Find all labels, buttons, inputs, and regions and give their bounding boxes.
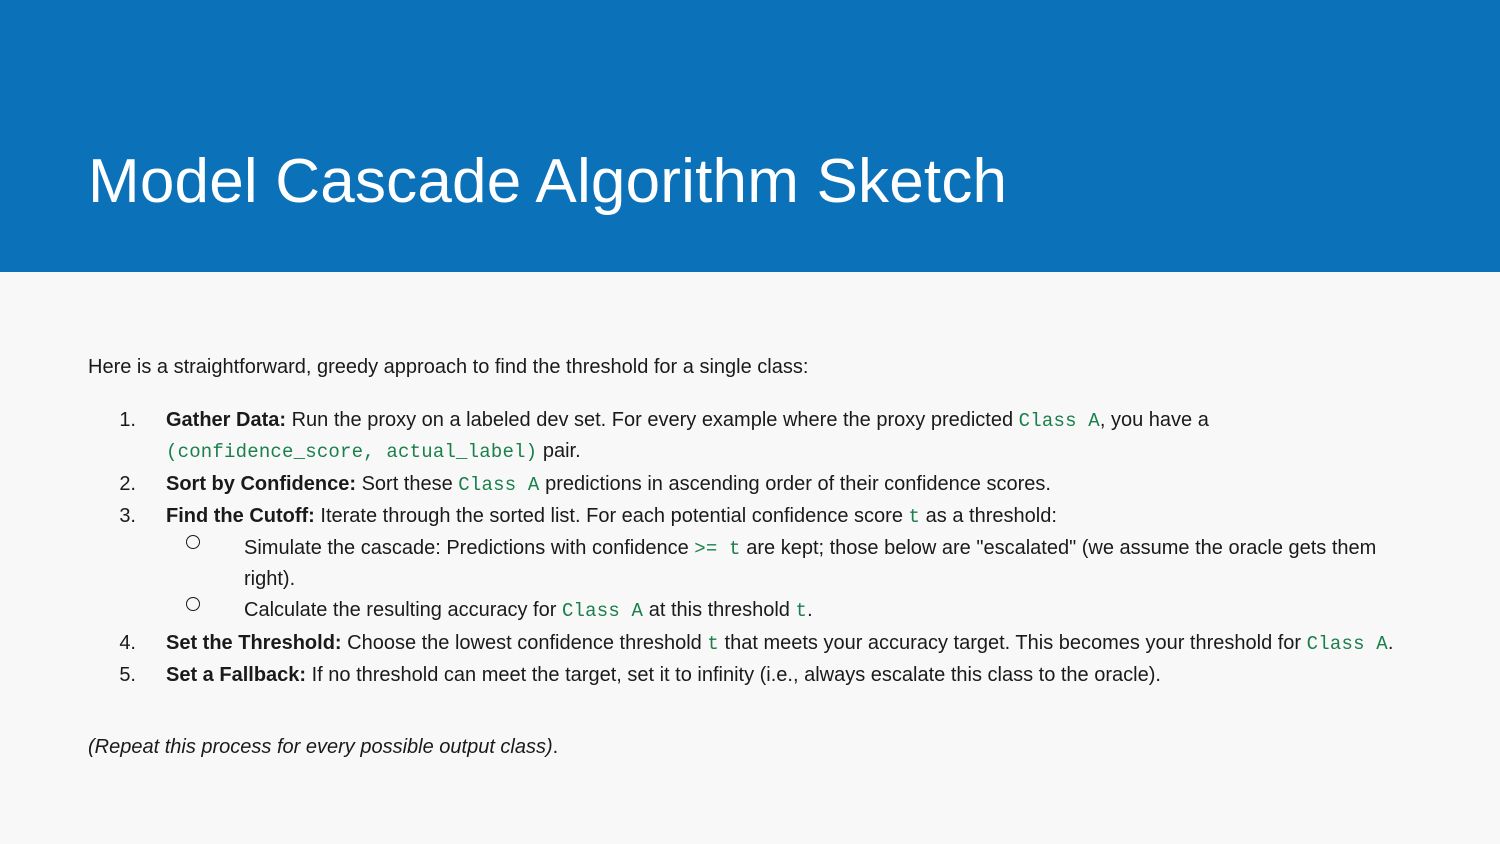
list-item [88, 501, 1398, 626]
steps-list [88, 405, 1398, 692]
step-text: pair. [537, 440, 581, 463]
step-label: Find the Cutoff: [166, 505, 315, 528]
step-text: Run the proxy on a labeled dev set. For every example where the proxy predicted [286, 409, 1019, 431]
inline-code: t [707, 632, 719, 655]
substep-text: at this threshold [643, 599, 796, 622]
substep-text: . [807, 599, 813, 622]
intro-paragraph: Here is a straightforward, greedy approach to find the threshold for a single class: [88, 356, 809, 378]
substep-text: Calculate the resulting accuracy for [244, 599, 562, 622]
list-item [88, 469, 1398, 500]
step-text: If no threshold can meet the target, set it to infinity (i.e., always escalate this class to the oracle). [306, 664, 1161, 687]
list-item [88, 405, 1398, 468]
substep-text: are kept; those below are "escalated" (we assume the oracle gets them right). [244, 536, 1377, 591]
step-text: Iterate through the sorted list. For each potential confidence score [314, 505, 909, 528]
closing-note [88, 736, 558, 759]
list-marker-circle-icon [186, 597, 200, 611]
step-label: Sort by Confidence: [166, 472, 357, 495]
list-marker: 3. [119, 505, 136, 528]
inline-code: Class A [1306, 632, 1388, 655]
substeps-list [166, 533, 1398, 627]
inline-code: >= t [694, 537, 741, 560]
step-label: Set the Threshold: [166, 631, 342, 654]
list-item [166, 533, 1398, 595]
inline-code: Class A [458, 473, 540, 496]
list-marker: 1. [119, 409, 136, 431]
list-marker: 4. [119, 631, 136, 654]
step-text: Sort these [356, 472, 459, 495]
substep-text: Simulate the cascade: Predictions with confidence [244, 536, 695, 559]
inline-code: t [908, 506, 921, 529]
inline-code: t [795, 600, 808, 623]
list-marker: 5. [119, 664, 136, 687]
page-title: Model Cascade Algorithm Sketch [88, 147, 1008, 216]
step-text: , you have a [1099, 409, 1209, 431]
step-label: Set a Fallback: [166, 664, 307, 687]
inline-code: Class A [561, 600, 644, 623]
step-text: predictions in ascending order of their confidence scores. [539, 472, 1051, 495]
list-item [166, 595, 1398, 626]
slide-header-band [0, 0, 1500, 272]
step-text: as a threshold: [920, 505, 1057, 528]
slide-body [0, 272, 1500, 844]
list-item [88, 628, 1398, 659]
step-text: that meets your accuracy target. This becomes your threshold for [718, 631, 1307, 654]
list-marker: 2. [119, 472, 136, 495]
closing-note-italic: (Repeat this process for every possible output class) [88, 736, 553, 758]
step-label: Gather Data: [166, 409, 287, 431]
step-text: Choose the lowest confidence threshold [341, 631, 708, 654]
step-text: . [1387, 631, 1394, 654]
closing-note-tail: . [552, 736, 559, 758]
inline-code: (confidence_score, actual_label) [166, 441, 538, 464]
inline-code: Class A [1018, 410, 1100, 432]
list-marker-circle-icon [186, 535, 200, 549]
list-item [88, 660, 1398, 691]
